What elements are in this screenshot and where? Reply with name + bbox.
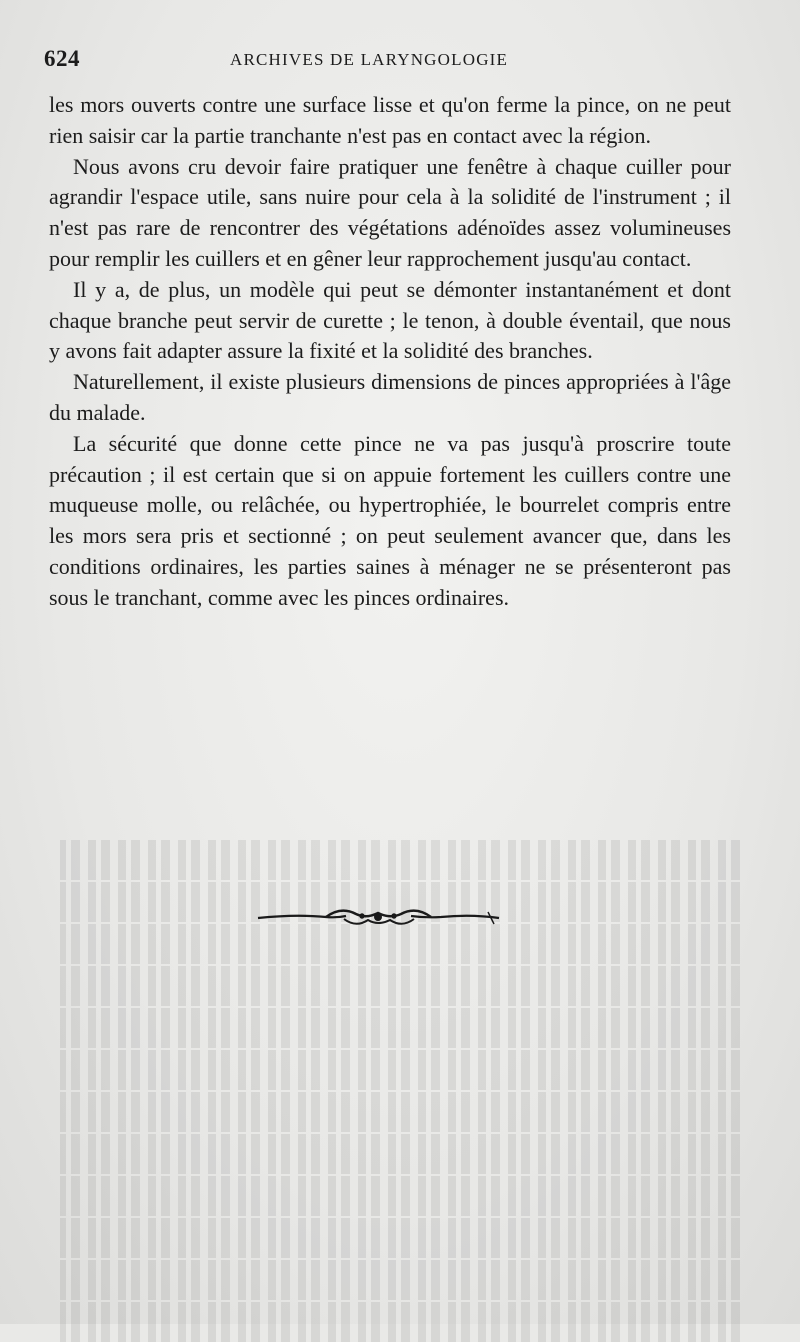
paragraph-2: Nous avons cru devoir faire pratiquer une fenêtre à chaque cuiller pour agrandir l'espace utile, sans nuire pour cela à la solidité de l'instrument ; il n'est pas rare de rencontrer des végétations adénoïdes assez volumineuses pour remplir les cuillers et en gêner leur rapprochement jusqu'au contact. <box>49 153 731 271</box>
paragraph-5: La sécurité que donne cette pince ne va pas jusqu'à proscrire toute précaution ; il est certain que si on appuie fortement les cuillers contre une muqueuse molle, ou relâchée, ou hypertrophiée, le bourrelet compris entre les mors sera pris et sectionné ; on peut seulement avancer que, dans les conditions ordinaires, les parties saines à ménager ne se présenteront pas sous le tranchant, comme avec les pinces ordinaires. <box>49 430 731 610</box>
page-number: 624 <box>44 46 80 71</box>
running-head: ARCHIVES DE LARYNGOLOGIE <box>230 50 509 69</box>
paragraph-3: Il y a, de plus, un modèle qui peut se démonter instantanément et dont chaque branche peut servir de curette ; le tenon, à double éventail, que nous y avons fait adapter assure la fixité et la solidité des branches. <box>49 276 731 364</box>
paragraph-1: les mors ouverts contre une surface lisse et qu'on ferme la pince, on ne peut rien saisir car la partie tranchante n'est pas en contact avec la région. <box>49 92 731 148</box>
page-header <box>44 46 756 76</box>
body-text <box>49 90 731 614</box>
paragraph-4: Naturellement, il existe plusieurs dimensions de pinces appropriées à l'âge du malade. <box>49 369 731 425</box>
bleed-through-shadow <box>60 840 740 1260</box>
typographic-fleuron-icon <box>256 904 501 932</box>
